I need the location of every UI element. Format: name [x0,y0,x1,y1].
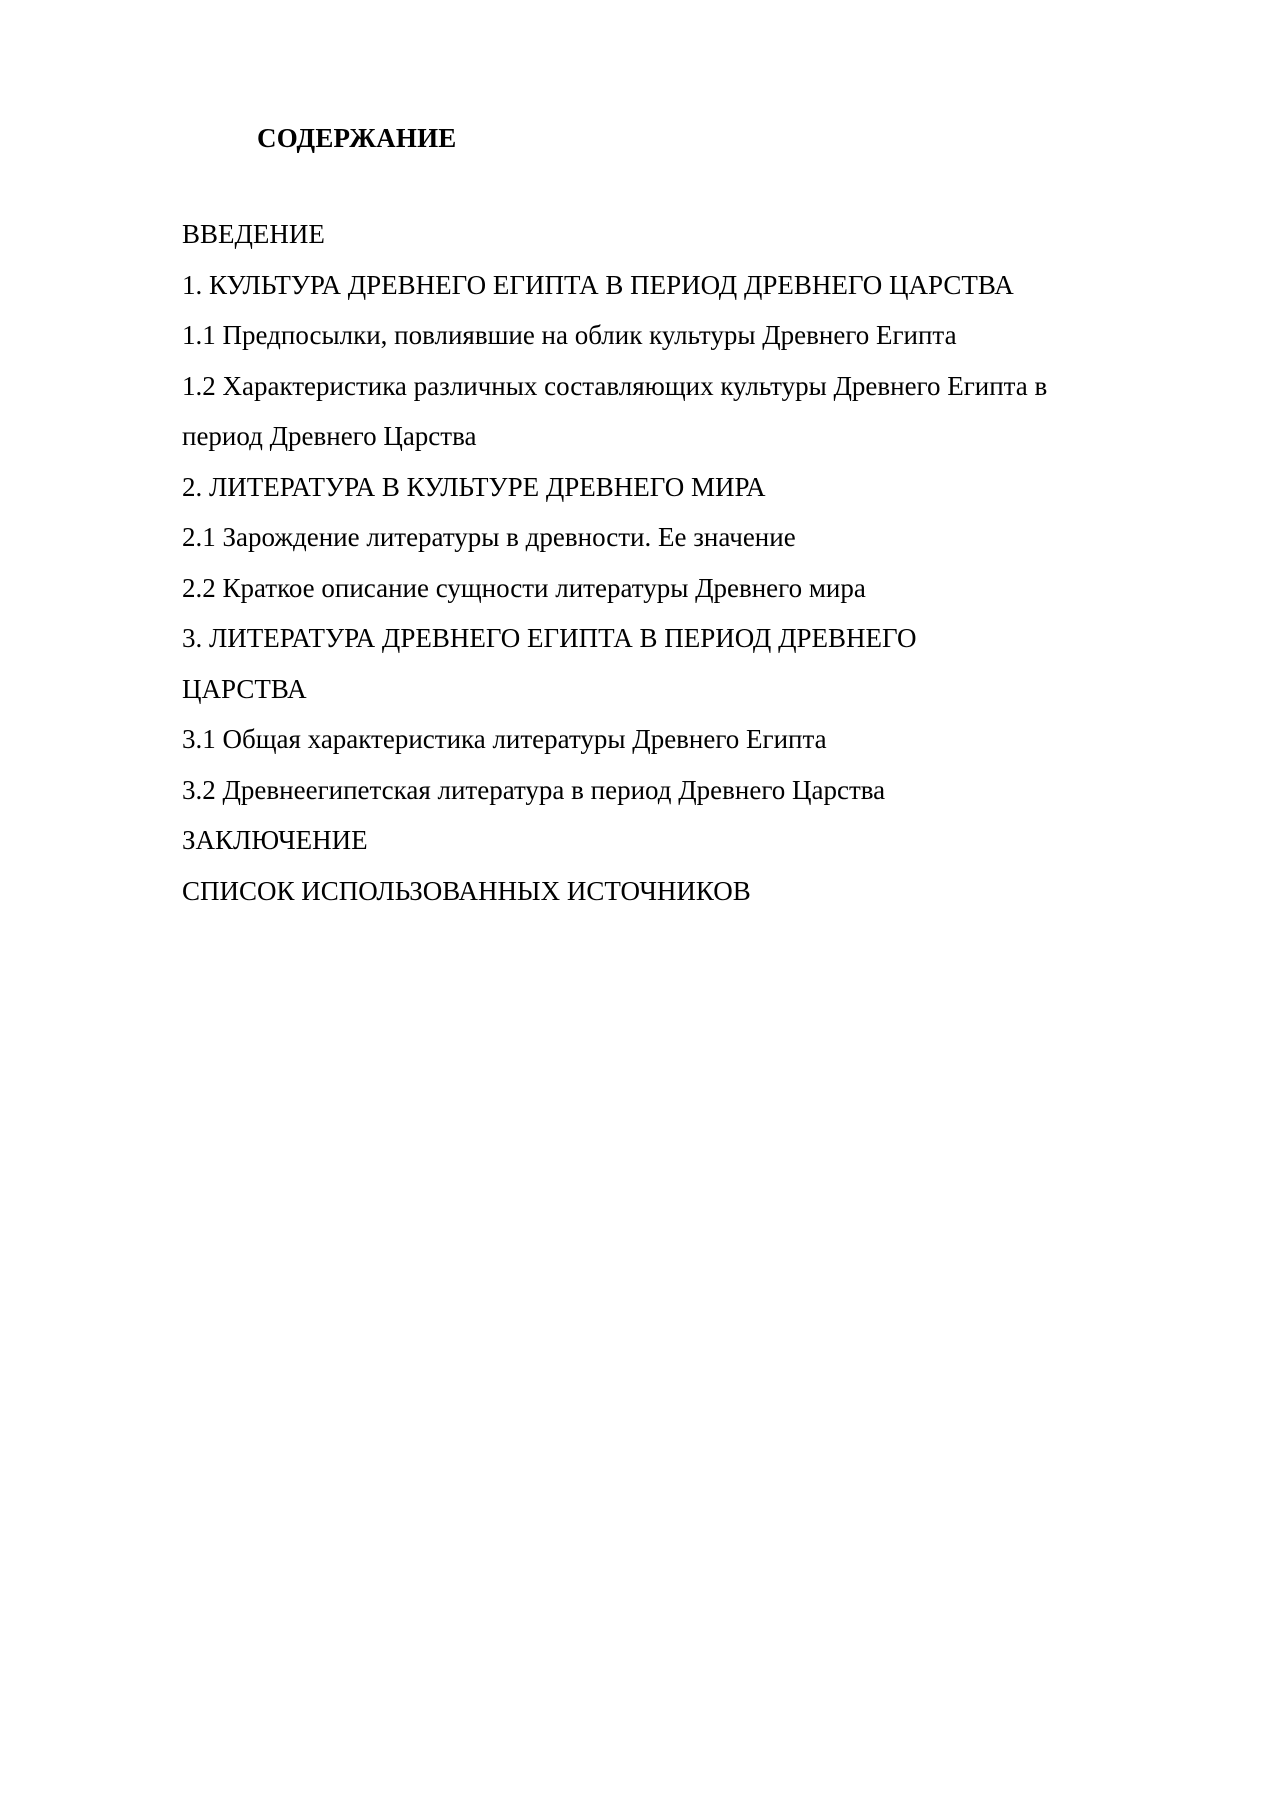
toc-entry-chapter-3-continued: ЦАРСТВА [182,673,307,704]
toc-heading: СОДЕРЖАНИЕ [257,123,457,153]
toc-entry-section-2-1: 2.1 Зарождение литературы в древности. Ее значение [182,522,796,552]
toc-entry-references: СПИСОК ИСПОЛЬЗОВАННЫХ ИСТОЧНИКОВ [182,875,751,906]
toc-entry-section-3-2: 3.2 Древнеегипетская литература в период Древнего Царства [182,774,886,805]
toc-entry-introduction: ВВЕДЕНИЕ [182,219,325,249]
table-of-contents [182,209,1182,916]
toc-entry-section-2-2: 2.2 Краткое описание сущности литературы Древнего мира [182,572,866,603]
toc-entry-section-1-2: 1.2 Характеристика различных составляющих культуры Древнего Египта в [182,370,1048,401]
toc-entry-conclusion: ЗАКЛЮЧЕНИЕ [182,825,368,855]
toc-entry-chapter-3: 3. ЛИТЕРАТУРА ДРЕВНЕГО ЕГИПТА В ПЕРИОД ДРЕВНЕГО [182,623,917,653]
toc-entry-section-3-1: 3.1 Общая характеристика литературы Древнего Египта [182,724,827,754]
toc-entry-chapter-1: 1. КУЛЬТУРА ДРЕВНЕГО ЕГИПТА В ПЕРИОД ДРЕВНЕГО ЦАРСТВА [182,269,1014,300]
toc-entry-section-1-2-continued: период Древнего Царства [182,421,477,451]
toc-entry-chapter-2: 2. ЛИТЕРАТУРА В КУЛЬТУРЕ ДРЕВНЕГО МИРА [182,471,766,502]
toc-entry-section-1-1: 1.1 Предпосылки, повлиявшие на облик культуры Древнего Египта [182,320,957,350]
